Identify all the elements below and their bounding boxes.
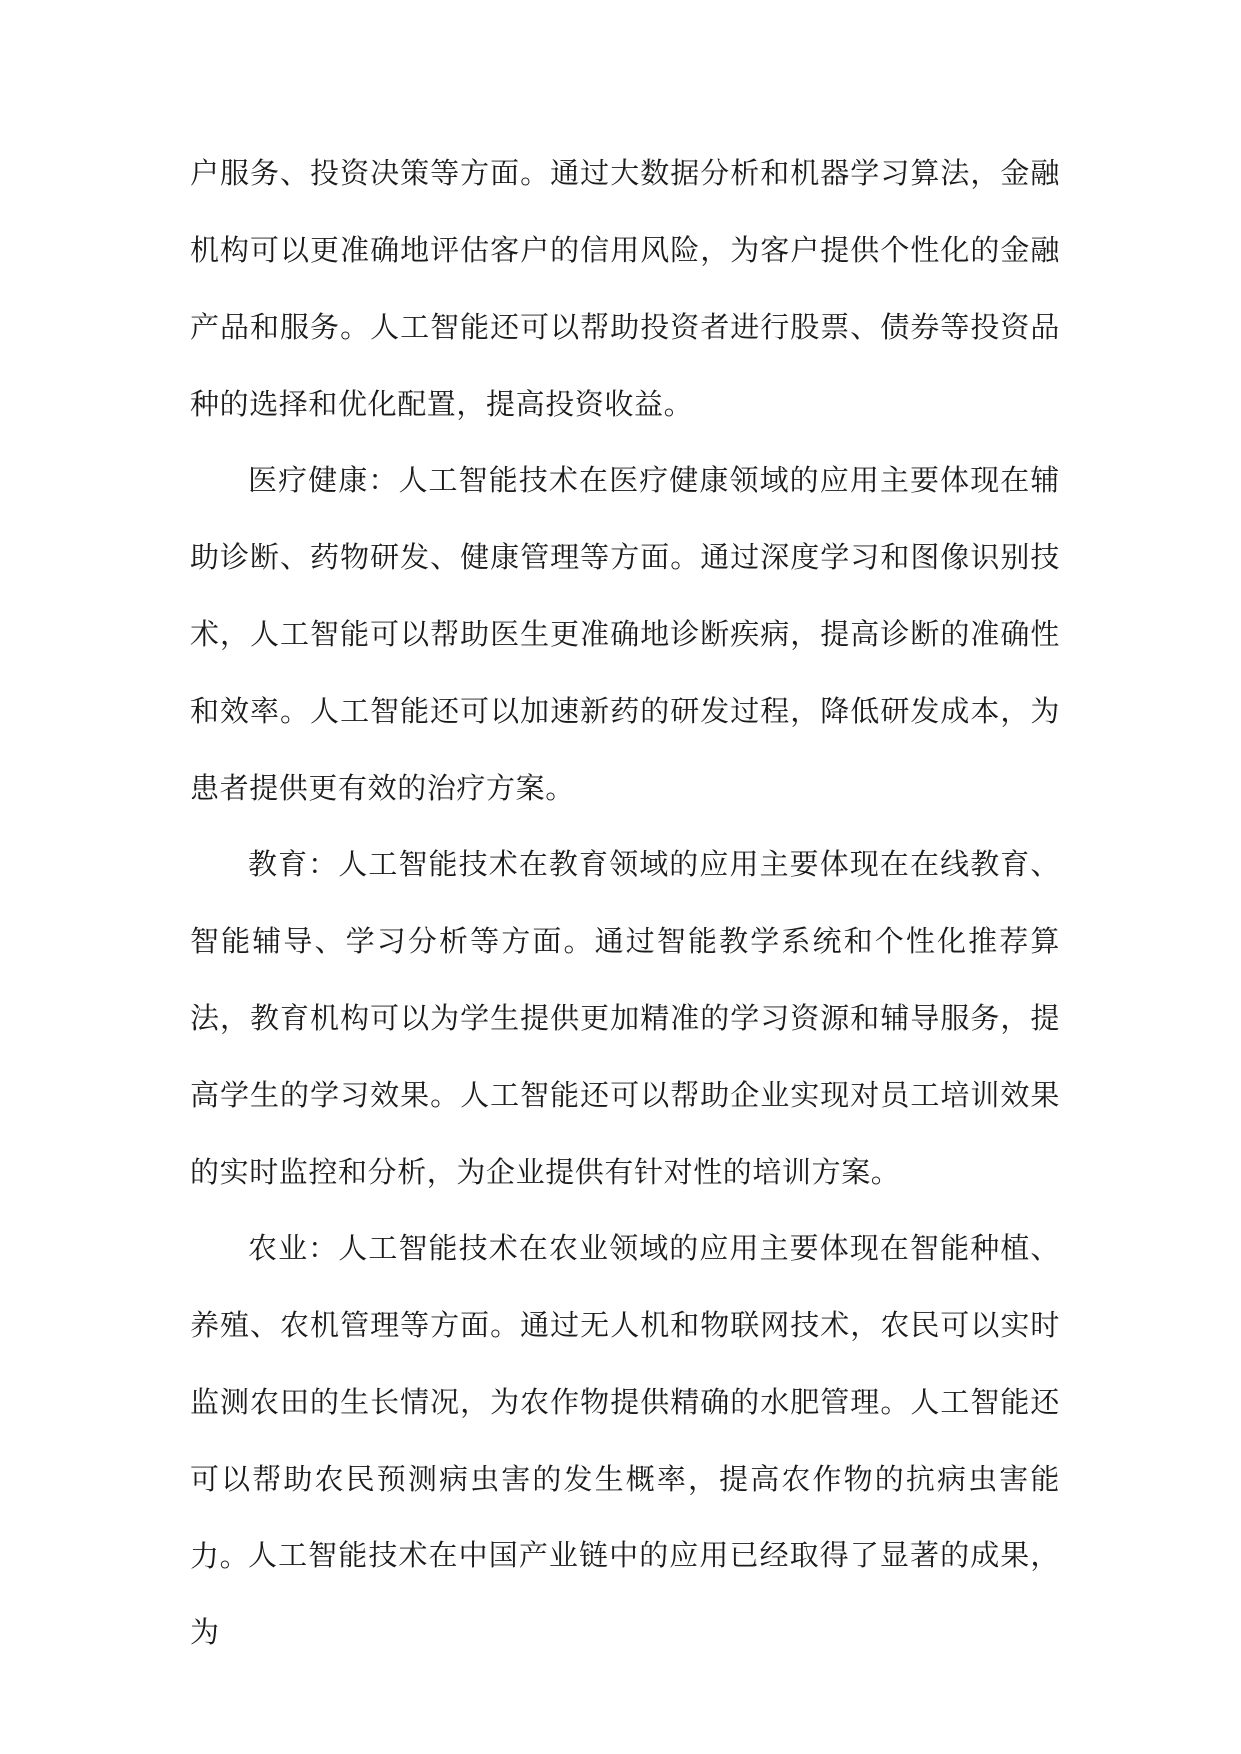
paragraph-agriculture: 农业：人工智能技术在农业领域的应用主要体现在智能种植、养殖、农机管理等方面。通过无人机和物联网技术，农民可以实时监测农田的生长情况，为农作物提供精确的水肥管理。人工智能还可以帮助农民预测病虫害的发生概率，提高农作物的抗病虫害能力。	[190, 1231, 1060, 1573]
paragraph-healthcare: 医疗健康：人工智能技术在医疗健康领域的应用主要体现在辅助诊断、药物研发、健康管理等方面。通过深度学习和图像识别技术，人工智能可以帮助医生更准确地诊断疾病，提高诊断的准确性和效率。人工智能还可以加速新药的研发过程，降低研发成本，为患者提供更有效的治疗方案。	[190, 463, 1060, 805]
paragraph-education: 教育：人工智能技术在教育领域的应用主要体现在在线教育、智能辅导、学习分析等方面。通过智能教学系统和个性化推荐算法，教育机构可以为学生提供更加精准的学习资源和辅导服务，提高学生的学习效果。人工智能还可以帮助企业实现对员工培训效果的实时监控和分析，为企业提供有针对性的培训方案。	[190, 847, 1060, 1189]
paragraph-conclusion: 人工智能技术在中国产业链中的应用已经取得了显著的成果，为	[190, 1538, 1060, 1649]
paragraph-finance-continued: 户服务、投资决策等方面。通过大数据分析和机器学习算法，金融机构可以更准确地评估客户的信用风险，为客户提供个性化的金融产品和服务。人工智能还可以帮助投资者进行股票、债券等投资品种的选择和优化配置，提高投资收益。	[190, 156, 1060, 421]
